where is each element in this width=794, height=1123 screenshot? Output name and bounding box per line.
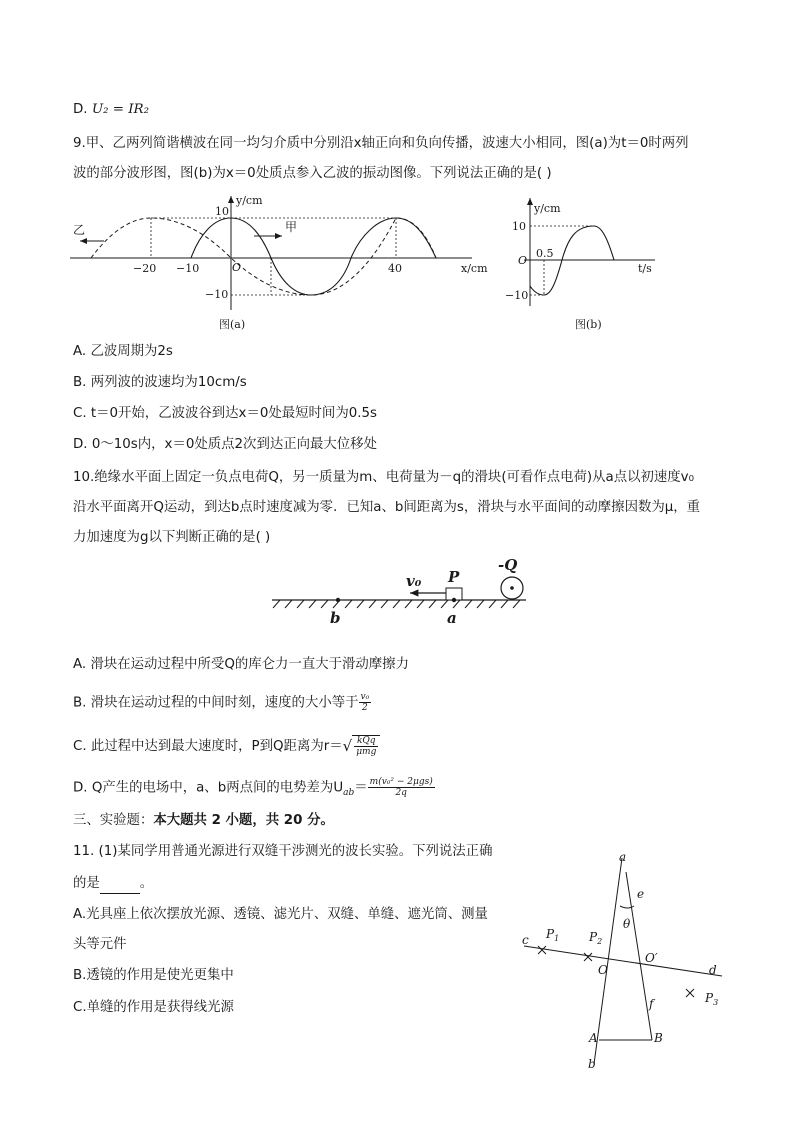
q11-figure: [510, 846, 732, 1076]
q10-option-c-den: μmg: [356, 747, 377, 757]
fig-a-yi-label: 乙: [73, 223, 86, 237]
q10-option-a: A. 滑块在运动过程中所受Q的库仑力一直大于滑动摩擦力: [73, 657, 409, 672]
fig-b-tick-y-neg10: −10: [505, 289, 529, 302]
fig-a-y-label: y/cm: [236, 196, 263, 207]
q11-label-B: B: [654, 1031, 663, 1045]
wave-jia-curve: [191, 218, 436, 295]
fig-a-x-label: x/cm: [461, 262, 488, 275]
q11-label-o-prime: O′: [645, 951, 658, 965]
q11-pin-p3: [686, 989, 694, 997]
section3-heading-prefix: 三、实验题：: [73, 813, 154, 828]
q11-option-b: B.透镜的作用是使光更集中: [73, 968, 234, 983]
q10-option-d-den: 2q: [395, 788, 407, 798]
q11-label-p2: $P_2$: [589, 930, 603, 946]
q11-label-f: f: [649, 997, 654, 1011]
q9-figure-a: [66, 196, 496, 336]
fig-b-origin-label: O: [518, 254, 528, 267]
q10-point-b: [336, 598, 340, 602]
q11-line2-before: 的是: [73, 876, 100, 891]
fig-a-tick-y-neg10: −10: [205, 288, 229, 301]
q11-line2: [73, 874, 153, 894]
q10-option-b: [73, 692, 371, 714]
fig-a-tick-x-neg20: −20: [133, 262, 157, 275]
wave-yi-curve: [91, 218, 436, 295]
q10-option-c-sqrt: √ $\frac{\text{kQq}}{\text{μmg}}$: [343, 735, 381, 757]
q9-option-d: D. 0～10s内，x＝0处质点2次到达正向最大位移处: [73, 437, 377, 452]
q10-option-d: [73, 777, 435, 803]
q10-option-b-num: v₀: [360, 692, 370, 702]
q11-line-cd: [524, 946, 722, 976]
q8-option-d: [73, 100, 149, 120]
q10-label-p: P: [448, 568, 460, 586]
fig-a-jia-label: 甲: [285, 220, 298, 234]
q11-label-p1: $P_1$: [546, 927, 560, 943]
fig-b-caption: 图(b): [575, 318, 602, 331]
q11-label-A: A: [589, 1031, 598, 1045]
q11-line1: 11. (1)某同学用普通光源进行双缝干涉测光的波长实验。下列说法正确: [73, 844, 493, 859]
q10-charge-center: [510, 586, 514, 590]
q10-stem-line2: 沿水平面离开Q运动，到达b点时速度减为零．已知a、b间距离为s，滑块与水平面间的动摩擦因数为μ，重: [73, 500, 701, 515]
q10-label-b: b: [330, 609, 341, 627]
fig-a-tick-x-40: 40: [388, 262, 402, 275]
q11-label-b: b: [588, 1057, 596, 1071]
q9-figure-b: [498, 196, 670, 336]
q11-option-c: C.单缝的作用是获得线光源: [73, 1000, 234, 1015]
q10-option-d-text: D. Q产生的电场中，a、b两点间的电势差为U: [73, 780, 344, 796]
q10-option-b-den: 2: [362, 703, 368, 713]
q11-pin-p1: [538, 946, 546, 954]
q10-label-a: a: [447, 609, 457, 627]
q11-label-e: e: [637, 887, 645, 901]
fig-b-tick-t: 0.5: [536, 247, 554, 260]
q10-point-a: [452, 598, 456, 602]
fig-b-y-label: y/cm: [534, 202, 561, 215]
q8-option-d-expr: U₂ = IR₂: [91, 102, 149, 117]
q11-answer-blank[interactable]: [100, 879, 140, 894]
q10-option-d-sub: ab: [343, 788, 355, 799]
q11-label-c: c: [522, 933, 529, 947]
q11-option-a-line2: 头等元件: [73, 937, 127, 952]
q10-option-c-num: kQq: [354, 736, 378, 747]
q11-label-d: d: [709, 963, 717, 977]
q10-stem-line1: 10.绝缘水平面上固定一负点电荷Q，另一质量为m、电荷量为－q的滑块(可看作点电荷)从a点以初速度v₀: [73, 470, 694, 485]
q11-label-theta: θ: [623, 917, 631, 931]
q11-label-p3: $P_3$: [705, 991, 719, 1007]
q8-option-d-label: D.: [73, 102, 92, 117]
q10-option-c-text: C. 此过程中达到最大速度时，P到Q距离为r＝: [73, 739, 343, 754]
fig-b-tick-y-10: 10: [512, 220, 526, 233]
section3-heading: [73, 811, 334, 831]
q9-option-a: A. 乙波周期为2s: [73, 344, 173, 359]
q11-pin-p2: [584, 953, 592, 961]
q11-line-ab: [594, 858, 622, 1064]
fig-a-tick-y-10: 10: [215, 205, 229, 218]
q11-line2-after: 。: [139, 876, 154, 891]
fig-a-caption: 图(a): [219, 318, 246, 331]
q10-figure: [268, 556, 530, 628]
fig-a-origin-label: O: [232, 261, 242, 274]
q10-ground-hatch: [273, 600, 520, 608]
q9-stem-line1: 9.甲、乙两列简谐横波在同一均匀介质中分别沿x轴正向和负向传播，波速大小相同，图(a)为t＝0时两列: [73, 136, 689, 151]
fig-a-tick-x-neg10: −10: [176, 262, 200, 275]
q10-label-charge: -Q: [498, 556, 518, 574]
q11-label-o: O: [598, 963, 608, 977]
q10-option-d-num: m(v₀² − 2μgs): [369, 777, 433, 787]
q9-option-b: B. 两列波的波速均为10cm/s: [73, 375, 247, 390]
q11-label-a: a: [619, 850, 627, 864]
section3-heading-bold: 本大题共 2 小题，共 20 分。: [153, 813, 334, 828]
q10-option-c: [73, 735, 380, 757]
q10-option-b-fraction: [359, 692, 372, 713]
q10-option-d-eq: ＝: [354, 780, 368, 796]
fig-b-x-label: t/s: [638, 262, 652, 275]
q10-label-v0: v₀: [406, 572, 422, 590]
q10-option-b-text: B. 滑块在运动过程的中间时刻，速度的大小等于: [73, 695, 359, 711]
q9-option-c: C. t＝0开始，乙波波谷到达x＝0处最短时间为0.5s: [73, 406, 377, 421]
q10-stem-line3: 力加速度为g以下判断正确的是( ): [73, 530, 271, 545]
q11-option-a-line1: A.光具座上依次摆放光源、透镜、滤光片、双缝、单缝、遮光筒、测量: [73, 907, 488, 922]
q10-option-d-fraction: [368, 777, 435, 798]
q9-stem-line2: 波的部分波形图，图(b)为x＝0处质点参入乙波的振动图像。下列说法正确的是( ): [73, 166, 552, 181]
